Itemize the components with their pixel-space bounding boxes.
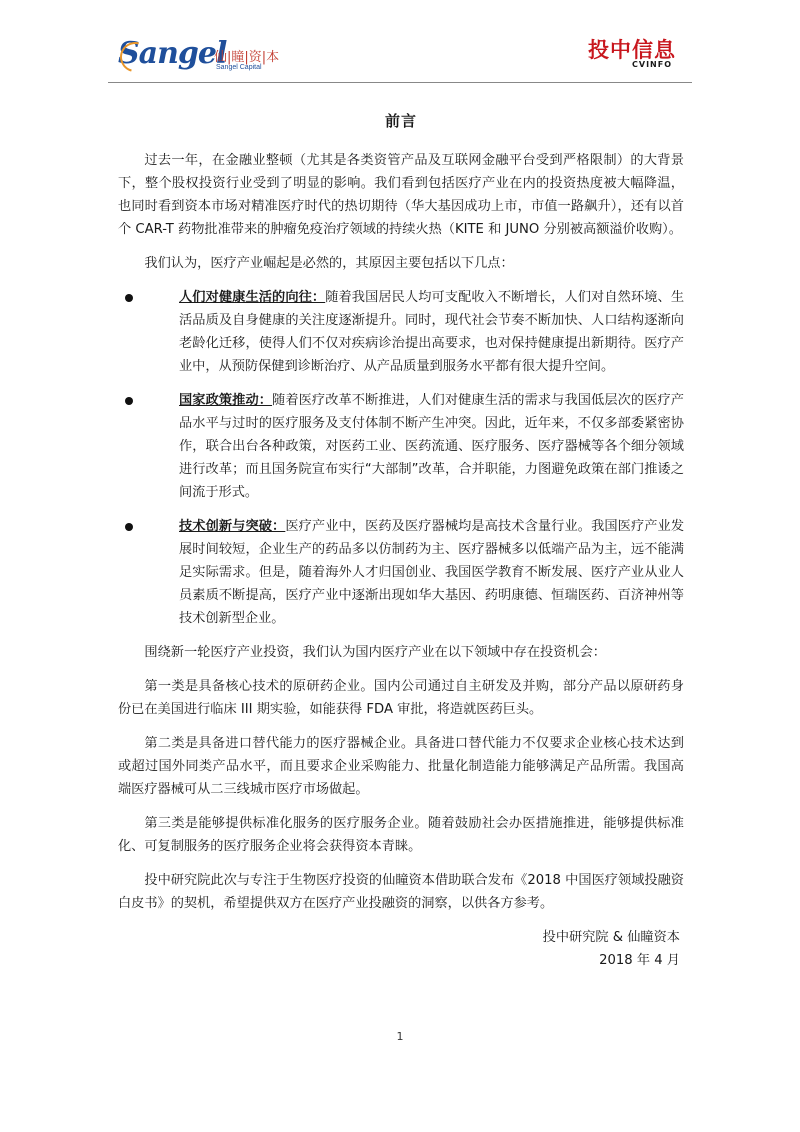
paragraph: 第一类是具备核心技术的原研药企业。国内公司通过自主研发及并购，部分产品以原研药身份已在美国进行临床 III 期实验，如能获得 FDA 审批，将造就医药巨头。	[118, 679, 684, 717]
paragraph: 过去一年，在金融业整顿（尤其是各类资管产品及互联网金融平台受到严格限制）的大背景下，整个股权投资行业受到了明显的影响。我们看到包括医疗产业在内的投资热度被大幅降温，也同时看到资本市场对精准医疗时代的热切期待（华大基因成功上市，市值一路飙升），还有以首个 CAR-T 药物批准带来的肿瘤免疫治疗领域的持续火热（KITE 和 JUNO 分别被高额溢价收购）。	[118, 153, 684, 237]
paragraph: 我们认为，医疗产业崛起是必然的，其原因主要包括以下几点：	[144, 256, 514, 271]
bullet-dot-icon	[125, 523, 133, 531]
bullet-keyword: 人们对健康生活的向往：	[179, 290, 326, 305]
list-item	[118, 515, 684, 630]
reasons-list	[118, 286, 684, 630]
page-title: 前言	[384, 112, 417, 130]
bullet-text: 随着医疗改革不断推进，人们对健康生活的需求与我国低层次的医疗产品水平与过时的医疗服务及支付体制不断产生冲突。因此，近年来，不仅多部委紧密协作，联合出台各种政策，对医药工业、医药流通、医疗服务、医疗器械等各个细分领域进行改革；而且国务院宣布实行“大部制”改革，合并职能，力图避免政策在部门推诿之间流于形式。	[179, 393, 684, 500]
bullet-text: 医疗产业中，医药及医疗器械均是高技术含量行业。我国医疗产业发展时间较短，企业生产的药品多以仿制药为主、医疗器械多以低端产品为主，远不能满足实际需求。但是，随着海外人才归国创业、我国医学教育不断发展、医疗产业从业人员素质不断提高，医疗产业中逐渐出现如华大基因、药明康德、恒瑞医药、百济神州等技术创新型企业。	[179, 519, 685, 626]
bullet-keyword: 国家政策推动：	[179, 393, 273, 408]
document-body	[118, 108, 684, 972]
sangel-cn-name: 仙|瞳|资|本	[214, 50, 280, 65]
bullet-dot-icon	[125, 294, 133, 302]
page-header	[0, 0, 800, 90]
sangel-capital-logo	[118, 36, 280, 71]
paragraph: 围绕新一轮医疗产业投资，我们认为国内医疗产业在以下领域中存在投资机会：	[144, 645, 606, 660]
cvinfo-en-name: CVINFO	[632, 60, 672, 69]
bullet-dot-icon	[125, 397, 133, 405]
page-number: 1	[396, 1030, 404, 1043]
paragraph: 投中研究院此次与专注于生物医疗投资的仙瞳资本借助联合发布《2018 中国医疗领域投融资白皮书》的契机，希望提供双方在医疗产业投融资的洞察，以供各方参考。	[118, 873, 684, 911]
paragraph: 第三类是能够提供标准化服务的医疗服务企业。随着鼓励社会办医措施推进，能够提供标准化、可复制服务的医疗服务企业将会获得资本青睐。	[118, 816, 684, 854]
bullet-keyword: 技术创新与突破：	[179, 519, 286, 534]
list-item	[118, 286, 684, 378]
cvinfo-logo	[588, 38, 676, 69]
header-divider	[108, 82, 692, 83]
paragraph: 第二类是具备进口替代能力的医疗器械企业。具备进口替代能力不仅要求企业核心技术达到或超过国外同类产品水平，而且要求企业采购能力、批量化制造能力能够满足产品所需。我国高端医疗器械可从二三线城市医疗市场做起。	[118, 736, 684, 797]
signature-org: 投中研究院 & 仙瞳资本	[542, 930, 680, 945]
signature-date: 2018 年 4 月	[599, 953, 680, 968]
bullet-text: 随着我国居民人均可支配收入不断增长，人们对自然环境、生活品质及自身健康的关注度逐渐提升。同时，现代社会节奏不断加快、人口结构逐渐向老龄化迁移，使得人们不仅对疾病诊治提出高要求，也对保持健康提出新期待。医疗产业中，从预防保健到诊断治疗、从产品质量到服务水平都有很大提升空间。	[179, 290, 685, 374]
sangel-wordmark: Sangel	[118, 38, 226, 70]
cvinfo-cn-name: 投中信息	[588, 38, 676, 62]
list-item	[118, 389, 684, 504]
sangel-subtitle: Sangel Capital	[216, 64, 262, 71]
